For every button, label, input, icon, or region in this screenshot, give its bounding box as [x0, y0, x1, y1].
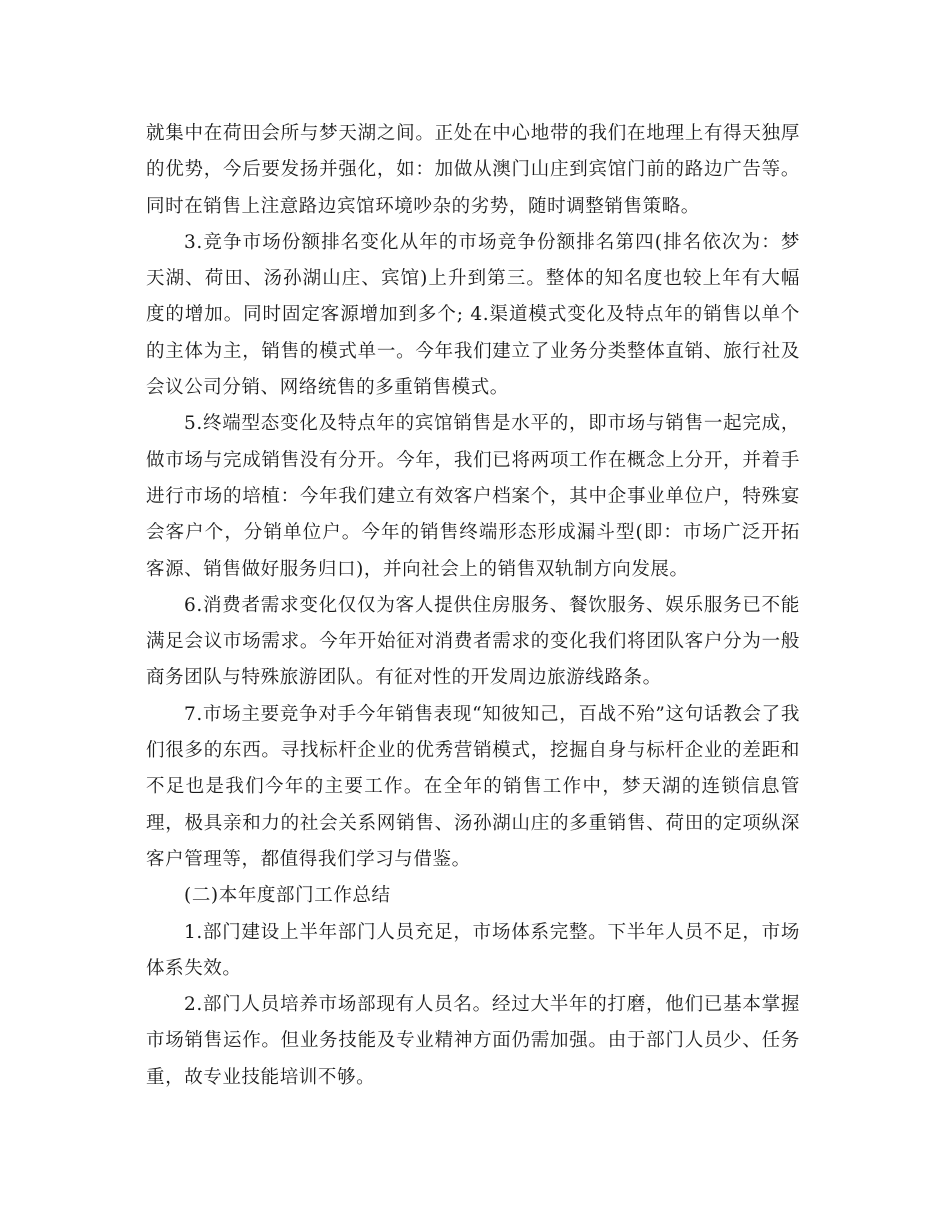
section-heading-department-summary: (二)本年度部门工作总结 — [184, 885, 391, 907]
paragraph-consumer-demand: 6.消费者需求变化仅仅为客人提供住房服务、餐饮服务、娱乐服务已不能满足会议市场需求。今年开始征对消费者需求的变化我们将团队客户分为一般商务团队与特殊旅游团队。有征对性的开发周边旅游线路条。 — [146, 594, 800, 689]
paragraph-market-share-ranking: 3.竞争市场份额排名变化从年的市场竞争份额排名第四(排名依次为：梦天湖、荷田、汤孙湖山庄、宾馆)上升到第三。整体的知名度也较上年有大幅度的增加。同时固定客源增加到多个; 4.渠道模式变化及特点年的销售以单个的主体为主，销售的模式单一。今年我们建立了业务分类整体直销、旅行社及会议公司分销、网络统售的多重销售模式。 — [146, 231, 800, 399]
paragraph-competitors: 7.市场主要竞争对手今年销售表现“知彼知己，百战不殆”这句话教会了我们很多的东西。寻找标杆企业的优秀营销模式，挖掘自身与标杆企业的差距和不足也是我们今年的主要工作。在全年的销售工作中，梦天湖的连锁信息管理，极具亲和力的社会关系网销售、汤孙湖山庄的多重销售、荷田的定项纵深客户管理等，都值得我们学习与借鉴。 — [146, 703, 800, 870]
paragraph-staff-training: 2.部门人员培养市场部现有人员名。经过大半年的打磨，他们已基本掌握市场销售运作。但业务技能及专业精神方面仍需加强。由于部门人员少、任务重，故专业技能培训不够。 — [146, 994, 800, 1088]
paragraph-department-building: 1.部门建设上半年部门人员充足，市场体系完整。下半年人员不足，市场体系失效。 — [146, 921, 800, 979]
paragraph-terminal-form: 5.终端型态变化及特点年的宾馆销售是水平的，即市场与销售一起完成，做市场与完成销售没有分开。今年，我们已将两项工作在概念上分开，并着手进行市场的培植：今年我们建立有效客户档案个，其中企事业单位户，特殊宴会客户个，分销单位户。今年的销售终端形态形成漏斗型(即：市场广泛开拓客源、销售做好服务归口)，并向社会上的销售双轨制方向发展。 — [146, 413, 800, 580]
document-body — [146, 116, 800, 1096]
paragraph-market-location: 就集中在荷田会所与梦天湖之间。正处在中心地带的我们在地理上有得天独厚的优势，今后要发扬并强化，如：加做从澳门山庄到宾馆门前的路边广告等。同时在销售上注意路边宾馆环境吵杂的劣势，随时调整销售策略。 — [146, 123, 800, 217]
